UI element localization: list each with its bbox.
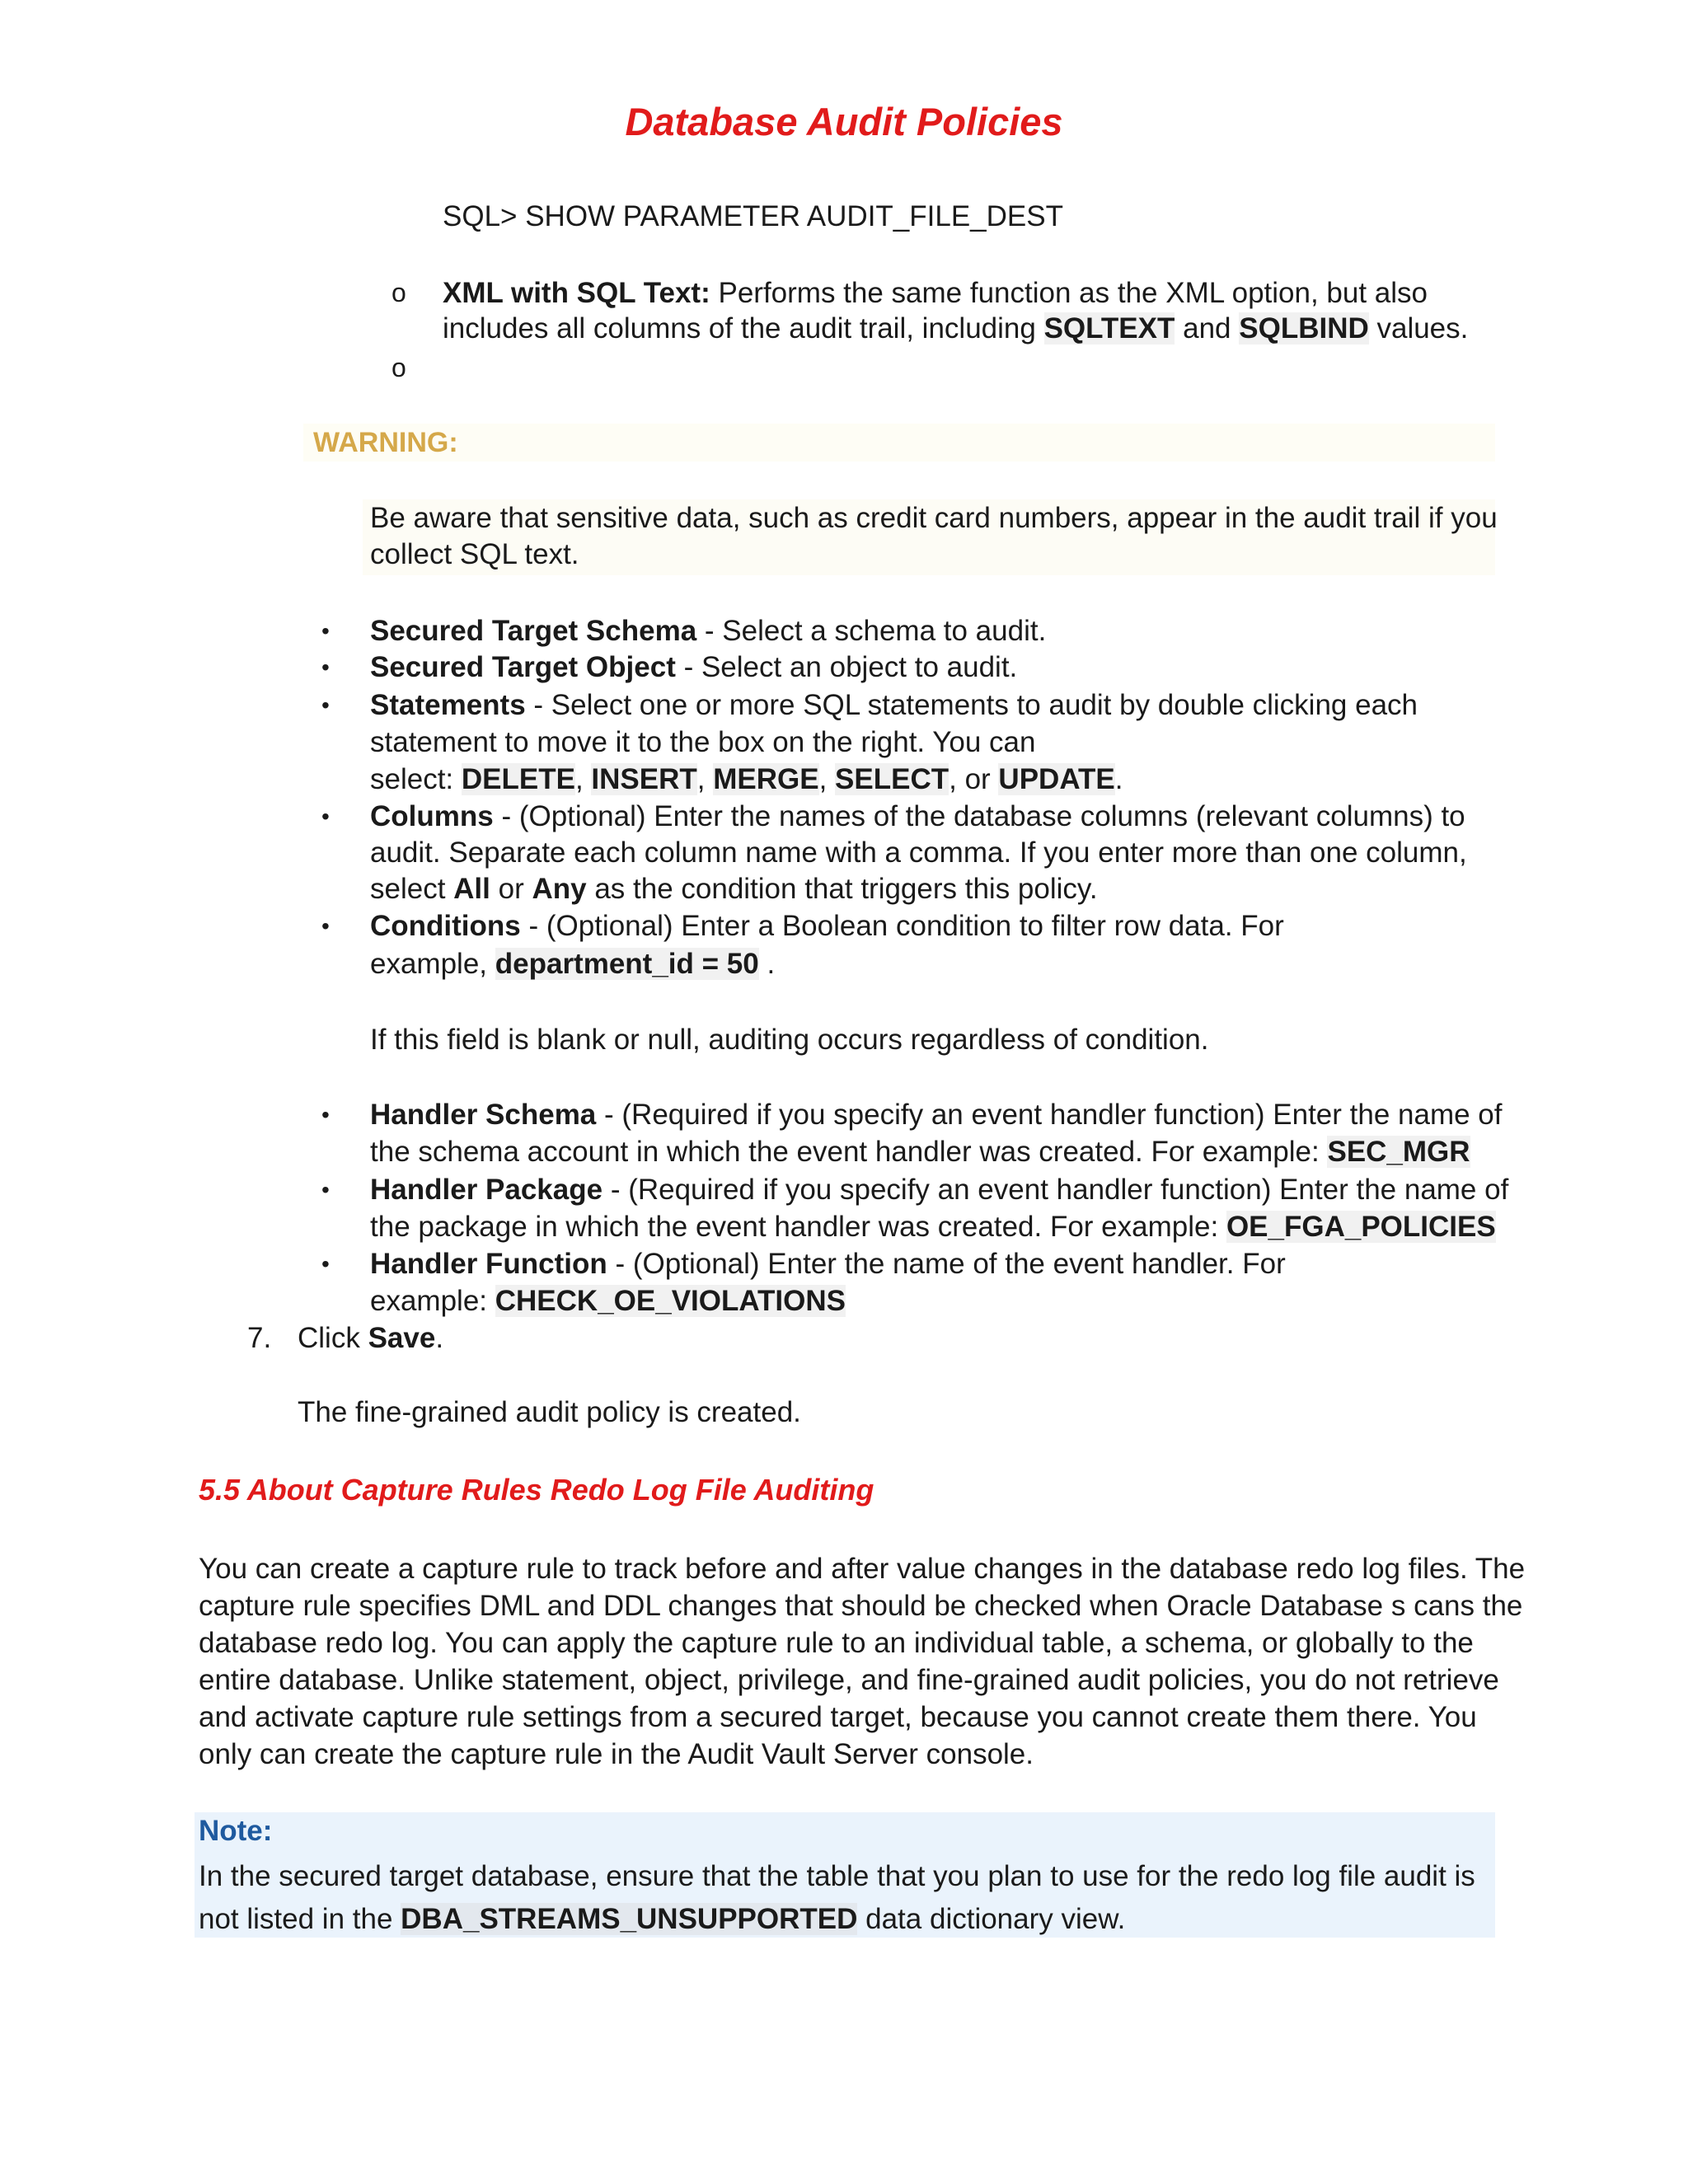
section-paragraph-line: only can create the capture rule in the Audit Vault Server console. <box>199 1738 1034 1770</box>
code-department-id: department_id = 50 <box>495 948 759 980</box>
hollow-bullet-icon: o <box>392 278 406 307</box>
bullet-icon: • <box>321 618 330 644</box>
bullet-statements-line2: statement to move it to the box on the right. You can <box>370 726 1036 758</box>
bullet-handler-schema-line2: the schema account in which the event handler was created. For example: SEC_MGR <box>370 1136 1470 1168</box>
bullet-statements-line3: select: DELETE, INSERT, MERGE, SELECT, or UPDATE. <box>370 763 1123 795</box>
bullet-conditions-line2: example, department_id = 50 . <box>370 948 776 980</box>
bullet-icon: • <box>321 692 330 718</box>
page-title: Database Audit Policies <box>625 100 1063 143</box>
note-line2: not listed in the DBA_STREAMS_UNSUPPORTED data dictionary view. <box>199 1903 1126 1935</box>
bullet-icon: • <box>321 654 330 680</box>
bullet-secured-target-schema: Secured Target Schema - Select a schema to audit. <box>370 615 1047 647</box>
bullet-statements-line1: Statements - Select one or more SQL statements to audit by double clicking each <box>370 689 1418 721</box>
code-sqlbind: SQLBIND <box>1239 312 1369 344</box>
bullet-conditions-line1: Conditions - (Optional) Enter a Boolean condition to filter row data. For <box>370 910 1284 942</box>
empty-hollow-bullet-icon: o <box>392 353 406 382</box>
bullet-handler-schema-line1: Handler Schema - (Required if you specify an event handler function) Enter the name of <box>370 1099 1503 1131</box>
xml-option-line1: XML with SQL Text: Performs the same function as the XML option, but also <box>443 277 1428 309</box>
conditions-note: If this field is blank or null, auditing occurs regardless of condition. <box>370 1024 1209 1056</box>
sql-command: SQL> SHOW PARAMETER AUDIT_FILE_DEST <box>443 200 1063 232</box>
bullet-columns-line2: audit. Separate each column name with a comma. If you enter more than one column, <box>370 837 1467 869</box>
warning-label: WARNING: <box>313 427 458 458</box>
bullet-icon: • <box>321 913 330 939</box>
code-dba-streams: DBA_STREAMS_UNSUPPORTED <box>401 1903 858 1935</box>
step-7-result: The fine-grained audit policy is created. <box>298 1396 801 1428</box>
bullet-handler-package-line1: Handler Package - (Required if you specify an event handler function) Enter the name of <box>370 1174 1509 1206</box>
bullet-handler-function-line1: Handler Function - (Optional) Enter the name of the event handler. For <box>370 1248 1286 1280</box>
section-paragraph-line: entire database. Unlike statement, object, privilege, and fine-grained audit policies, you do not retrieve <box>199 1664 1499 1696</box>
step-7-text: Click Save. <box>298 1322 444 1354</box>
section-paragraph-line: capture rule specifies DML and DDL changes that should be checked when Oracle Database s cans the <box>199 1590 1523 1622</box>
note-label: Note: <box>199 1815 273 1847</box>
warning-text-line2: collect SQL text. <box>370 538 579 570</box>
bullet-icon: • <box>321 804 330 829</box>
section-heading: 5.5 About Capture Rules Redo Log File Auditing <box>199 1473 874 1507</box>
bullet-handler-package-line2: the package in which the event handler was created. For example: OE_FGA_POLICIES <box>370 1211 1496 1243</box>
bullet-handler-function-line2: example: CHECK_OE_VIOLATIONS <box>370 1285 846 1317</box>
xml-option-line2: includes all columns of the audit trail, including SQLTEXT and SQLBIND values. <box>443 312 1469 344</box>
section-paragraph-line: database redo log. You can apply the capture rule to an individual table, a schema, or globally to the <box>199 1627 1474 1659</box>
code-sqltext: SQLTEXT <box>1043 312 1175 344</box>
bullet-icon: • <box>321 1177 330 1202</box>
section-paragraph-line: You can create a capture rule to track before and after value changes in the database redo log files. The <box>199 1553 1526 1585</box>
warning-text-line1: Be aware that sensitive data, such as credit card numbers, appear in the audit trail if you <box>370 502 1498 534</box>
bullet-columns-line3: select All or Any as the condition that triggers this policy. <box>370 873 1098 905</box>
bullet-icon: • <box>321 1102 330 1127</box>
bullet-columns-line1: Columns - (Optional) Enter the names of the database columns (relevant columns) to <box>370 800 1465 832</box>
warning-header-bar <box>303 424 1495 462</box>
section-paragraph-line: and activate capture rule settings from a secured target, because you cannot create them there. You <box>199 1701 1477 1733</box>
step-number: 7. <box>247 1322 272 1354</box>
note-line1: In the secured target database, ensure that the table that you plan to use for the redo log file audit is <box>199 1860 1475 1892</box>
bullet-secured-target-object: Secured Target Object - Select an object to audit. <box>370 651 1018 683</box>
bullet-icon: • <box>321 1251 330 1277</box>
